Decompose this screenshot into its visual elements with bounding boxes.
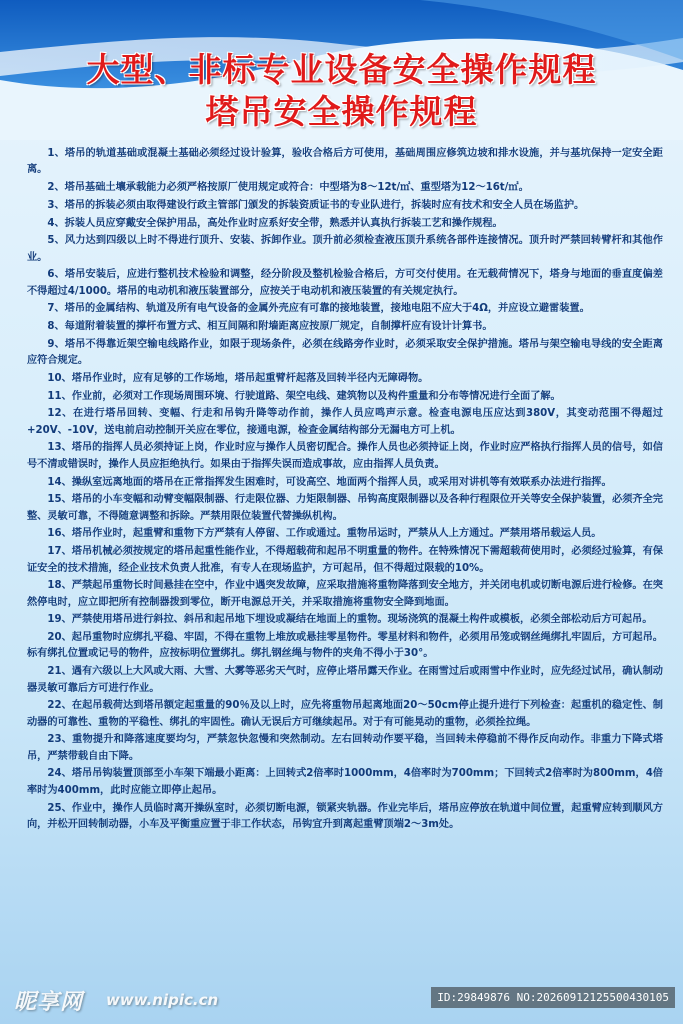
rule-item: 5、风力达到四级以上时不得进行顶升、安装、拆卸作业。顶升前必须检查液压顶升系统各部件连接情况。顶升时严禁回转臂杆和其他作业。 [27, 235, 663, 263]
rule-item: 16、塔吊作业时，起重臂和重物下方严禁有人停留、工作或通过。重物吊运时，严禁从人上方通过。严禁用塔吊载运人员。 [47, 528, 602, 540]
rule-item: 11、作业前，必须对工作现场周围环境、行驶道路、架空电线、建筑物以及构件重量和分布等情况进行全面了解。 [47, 390, 561, 402]
rule-item: 22、在起吊载荷达到塔吊额定起重量的90％及以上时，应先将重物吊起离地面20～50cm停止提升进行下列检查：起重机的稳定性、制动器的可靠性、重物的平稳性、绑扎的牢固性。确认无误后方可继续起吊。对于有可能晃动的重物，必须拴拉绳。 [27, 700, 663, 728]
rule-item: 13、塔吊的指挥人员必须持证上岗，作业时应与操作人员密切配合。操作人员也必须持证上岗，作业时应严格执行指挥人员的信号，如信号不清或错误时，操作人员应拒绝执行。如果由于指挥失误而造成事故，应由指挥人员负责。 [27, 442, 663, 470]
watermark-id: ID:29849876 NO:20260912125500430105 [431, 987, 675, 1008]
rule-item: 6、塔吊安装后，应进行整机技术检验和调整，经分阶段及整机检验合格后，方可交付使用。在无载荷情况下，塔身与地面的垂直度偏差不得超过4/1000。塔吊的电动机和液压装置部分，应按关于电动机和液压装置的有关规定执行。 [27, 269, 663, 297]
header-banner [0, 0, 683, 140]
rule-item: 8、每道附着装置的撑杆布置方式、相互间隔和附墙距离应按原厂规定，自制撑杆应有设计计算书。 [47, 321, 493, 333]
rule-item: 3、塔吊的拆装必须由取得建设行政主管部门颁发的拆装资质证书的专业队进行，拆装时应有技术和安全人员在场监护。 [47, 199, 585, 211]
rule-item: 1、塔吊的轨道基础或混凝土基础必须经过设计验算，验收合格后方可使用，基础周围应修筑边坡和排水设施，并与基坑保持一定安全距离。 [27, 148, 663, 176]
page-title: 大型、非标专业设备安全操作规程 [86, 50, 597, 89]
rule-item: 24、塔吊吊钩装置顶部至小车架下端最小距离：上回转式2倍率时1000mm，4倍率时为700mm；下回转式2倍率时为800mm，4倍率时为400mm，此时应能立即停止起吊。 [27, 768, 663, 796]
watermark-bar [0, 976, 683, 1024]
rule-item: 14、操纵室远离地面的塔吊在正常指挥发生困难时，可设高空、地面两个指挥人员，或采用对讲机等有效联系办法进行指挥。 [47, 476, 612, 488]
rule-item: 9、塔吊不得靠近架空输电线路作业，如限于现场条件，必须在线路旁作业时，必须采取安全保护措施。塔吊与架空输电导线的安全距离应符合规定。 [27, 338, 663, 367]
rule-item: 12、在进行塔吊回转、变幅、行走和吊钩升降等动作前，操作人员应鸣声示意。检查电源电压应达到380V，其变动范围不得超过+20V、-10V，送电前启动控制开关应在零位，接通电源，检查金属结构部分无漏电方可上机。 [27, 408, 663, 436]
rule-item: 10、塔吊作业时，应有足够的工作场地，塔吊起重臂杆起落及回转半径内无障碍物。 [47, 372, 429, 384]
rule-item: 18、严禁起吊重物长时间悬挂在空中，作业中遇突发故障，应采取措施将重物降落到安全地方，并关闭电机或切断电源后进行检修。在突然停电时，应立即把所有控制器拨到零位，断开电源总开关，并采取措施将重物安全降到地面。 [27, 580, 663, 608]
rule-item: 15、塔吊的小车变幅和动臂变幅限制器、行走限位器、力矩限制器、吊钩高度限制器以及各种行程限位开关等安全保护装置，必须齐全完整、灵敏可靠，不得随意调整和拆除。严禁用限位装置代替操纵机构。 [27, 494, 663, 522]
rule-item: 20、起吊重物时应绑扎平稳、牢固，不得在重物上堆放或悬挂零星物件。零星材料和物件，必须用吊笼或钢丝绳绑扎牢固后，方可起吊。标有绑扎位置或记号的物件，应按标明位置绑扎。绑扎钢丝绳与物件的夹角不得小于30°。 [27, 632, 663, 660]
rule-item: 7、塔吊的金属结构、轨道及所有电气设备的金属外壳应有可靠的接地装置，接地电阻不应大于4Ω，并应设立避雷装置。 [47, 303, 590, 315]
watermark-logo: 昵享网 [14, 990, 84, 1015]
rule-item: 17、塔吊机械必须按规定的塔吊起重性能作业，不得超载荷和起吊不明重量的物件。在特殊情况下需超载荷使用时，必须经过验算，有保证安全的技术措施，经企业技术负责人批准，有专人在现场监护，方可起吊，但不得超过限载的10%。 [27, 546, 663, 574]
rule-item: 19、严禁使用塔吊进行斜拉、斜吊和起吊地下埋设或凝结在地面上的重物。现场浇筑的混凝土构件或模板，必须全部松动后方可起吊。 [47, 614, 653, 626]
rule-item: 4、拆装人员应穿戴安全保护用品，高处作业时应系好安全带，熟悉并认真执行拆装工艺和操作规程。 [47, 217, 503, 229]
rule-item: 25、作业中，操作人员临时离开操纵室时，必须切断电源，锁紧夹轨器。作业完毕后，塔吊应停放在轨道中间位置，起重臂应转到顺风方向，并松开回转制动器，小车及平衡重应置于非工作状态，吊钩宜升到离起重臂顶端2～3m处。 [27, 802, 663, 830]
rule-item: 21、遇有六级以上大风或大雨、大雪、大雾等恶劣天气时，应停止塔吊露天作业。在雨雪过后或雨雪中作业时，应先经过试吊，确认制动器灵敏可靠后方可进行作业。 [27, 666, 663, 694]
rules-list [27, 146, 663, 835]
page-subtitle: 塔吊安全操作规程 [205, 92, 478, 131]
rule-item: 23、重物提升和降落速度要均匀，严禁忽快忽慢和突然制动。左右回转动作要平稳，当回转未停稳前不得作反向动作。非重力下降式塔吊，严禁带载自由下降。 [27, 734, 663, 762]
watermark-site: www.nipic.cn [106, 991, 219, 1009]
rule-item: 2、塔吊基础土壤承载能力必须严格按原厂使用规定或符合：中型塔为8～12t/㎡、重型塔为12～16t/㎡。 [47, 182, 529, 194]
